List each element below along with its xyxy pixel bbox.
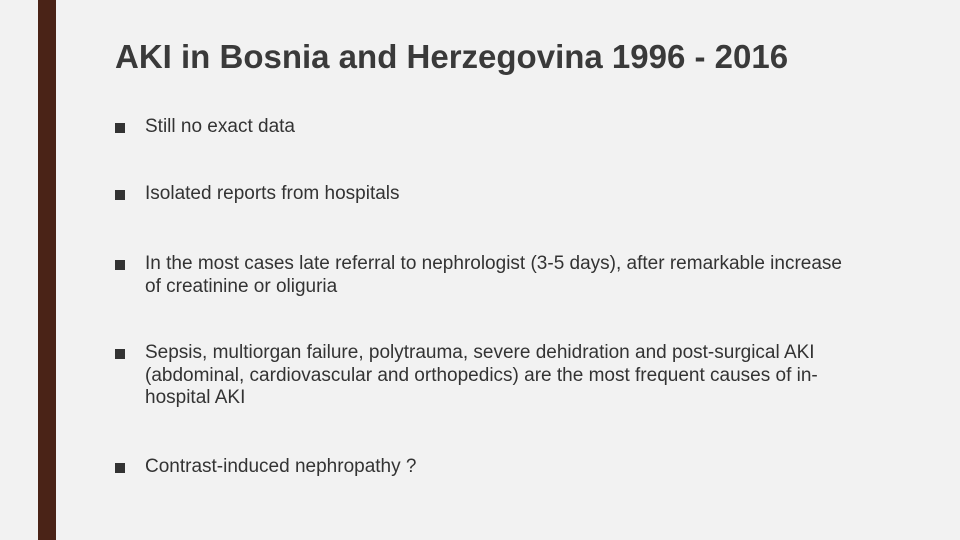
slide-title: AKI in Bosnia and Herzegovina 1996 - 2016 (115, 38, 789, 75)
bullet-text: Contrast-induced nephropathy ? (145, 456, 417, 477)
bullet-text: In the most cases late referral to nephrologist (3-5 days), after remarkable increase of creatinine or oliguria (145, 253, 842, 297)
bullet-text: Still no exact data (145, 116, 295, 137)
bullet-item (115, 342, 845, 410)
bullet-item (115, 456, 845, 479)
square-bullet-icon (115, 463, 125, 473)
bullet-item (115, 253, 845, 298)
bullet-item (115, 183, 845, 206)
square-bullet-icon (115, 123, 125, 133)
square-bullet-icon (115, 260, 125, 270)
bullet-item (115, 116, 845, 139)
bullet-text: Isolated reports from hospitals (145, 183, 400, 204)
bullet-text: Sepsis, multiorgan failure, polytrauma, severe dehidration and post-surgical AKI (abdominal, cardiovascular and orthopedics) are the most frequent causes of in-hospital AKI (145, 342, 818, 408)
square-bullet-icon (115, 349, 125, 359)
accent-bar (38, 0, 56, 540)
square-bullet-icon (115, 190, 125, 200)
